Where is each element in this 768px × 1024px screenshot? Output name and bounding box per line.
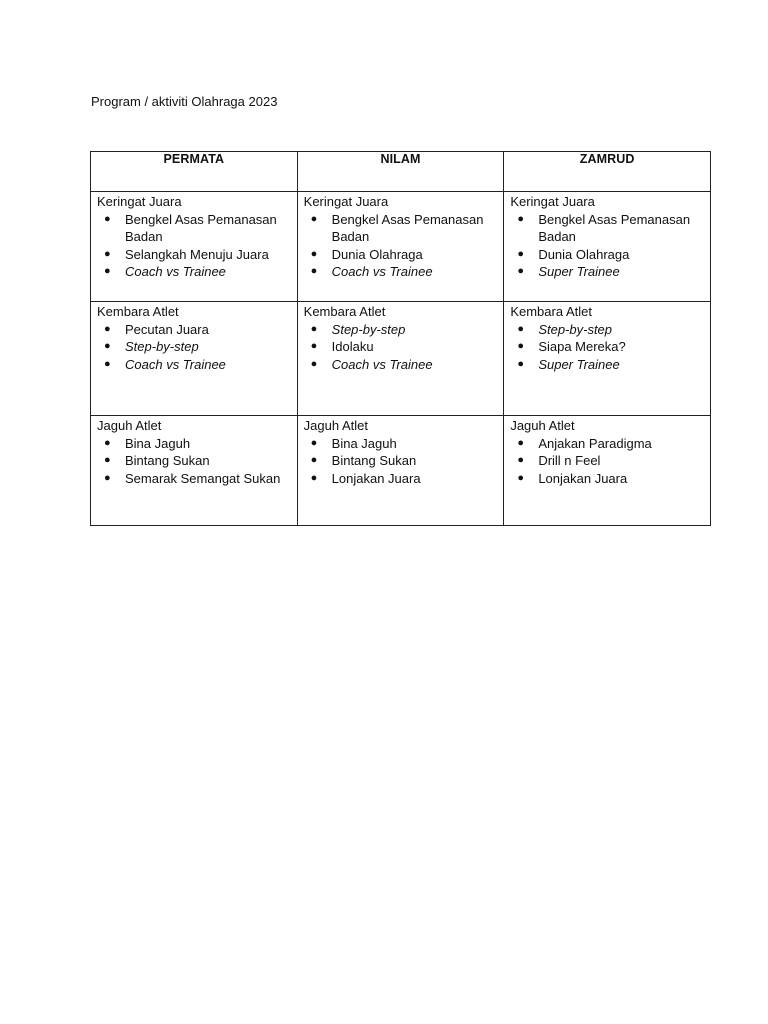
bullet-icon: ● — [517, 322, 524, 335]
list-item-text: Bina Jaguh — [125, 435, 191, 451]
list-item — [510, 356, 704, 374]
bullet-icon: ● — [517, 340, 524, 352]
document-title: Program / aktiviti Olahraga 2023 — [91, 94, 278, 109]
list-item — [510, 435, 704, 453]
table-row — [91, 416, 711, 526]
list-item — [510, 452, 704, 470]
list-item-text: Bintang Sukan — [125, 453, 210, 468]
list-item — [304, 211, 498, 246]
table-cell — [91, 192, 298, 302]
list-item-text: Step-by-step — [125, 339, 199, 354]
cell-section-title: Keringat Juara — [303, 194, 389, 209]
list-item — [510, 338, 704, 356]
table-cell — [297, 302, 504, 416]
bullet-icon: ● — [310, 471, 318, 484]
list-item — [304, 470, 498, 488]
list-item-text: Bengkel Asas Pemanasan Badan — [538, 211, 691, 244]
list-item — [97, 356, 291, 374]
list-item-text: Dunia Olahraga — [331, 246, 423, 262]
table-row — [91, 192, 711, 302]
cell-section-title: Kembara Atlet — [97, 304, 179, 319]
bullet-icon: ● — [310, 357, 318, 370]
bullet-icon: ● — [104, 322, 111, 335]
bullet-icon: ● — [310, 340, 318, 352]
bullet-icon: ● — [310, 322, 318, 335]
list-item — [510, 263, 704, 281]
list-item — [304, 435, 498, 453]
list-item — [304, 452, 498, 470]
list-item — [97, 338, 291, 356]
column-header-permata: PERMATA — [91, 152, 298, 192]
list-item — [304, 321, 498, 339]
list-item — [510, 246, 704, 264]
bullet-icon: ● — [104, 471, 111, 484]
cell-section-title: Kembara Atlet — [303, 304, 386, 319]
program-table — [90, 151, 711, 526]
bullet-icon: ● — [104, 340, 111, 352]
activity-list — [97, 435, 291, 488]
cell-section-title: Jaguh Atlet — [97, 418, 162, 433]
activity-list — [304, 435, 498, 488]
table-cell — [91, 302, 298, 416]
list-item — [304, 246, 498, 264]
list-item-text: Super Trainee — [538, 356, 620, 372]
list-item — [97, 211, 291, 246]
list-item-text: Bina Jaguh — [331, 435, 397, 451]
bullet-icon: ● — [517, 247, 524, 260]
table-cell — [91, 416, 298, 526]
column-header-nilam: NILAM — [297, 152, 504, 192]
table-header-row — [91, 152, 711, 192]
list-item-text: Lonjakan Juara — [331, 470, 421, 486]
list-item-text: Step-by-step — [331, 321, 406, 337]
list-item-text: Siapa Mereka? — [538, 339, 626, 354]
list-item-text: Semarak Semangat Sukan — [125, 470, 281, 486]
list-item — [97, 246, 291, 264]
bullet-icon: ● — [310, 265, 318, 277]
list-item — [97, 470, 291, 488]
table-cell — [297, 416, 504, 526]
bullet-icon: ● — [310, 212, 318, 225]
list-item-text: Step-by-step — [538, 321, 613, 337]
list-item — [97, 321, 291, 339]
bullet-icon: ● — [310, 247, 318, 260]
list-item-text: Selangkah Menuju Juara — [125, 246, 269, 262]
cell-section-title: Jaguh Atlet — [303, 418, 368, 433]
table-row — [91, 302, 711, 416]
cell-section-title: Keringat Juara — [97, 194, 182, 209]
cell-section-title: Jaguh Atlet — [510, 418, 575, 433]
activity-list — [510, 211, 704, 281]
list-item-text: Bengkel Asas Pemanasan Badan — [125, 211, 277, 244]
column-header-zamrud: ZAMRUD — [504, 152, 711, 192]
bullet-icon: ● — [517, 436, 524, 449]
bullet-icon: ● — [104, 247, 111, 260]
list-item — [97, 435, 291, 453]
list-item-text: Coach vs Trainee — [331, 356, 433, 372]
list-item — [304, 263, 498, 281]
list-item-text: Coach vs Trainee — [125, 356, 226, 372]
list-item-text: Coach vs Trainee — [331, 264, 433, 279]
table-cell — [297, 192, 504, 302]
bullet-icon: ● — [310, 436, 318, 449]
cell-section-title: Kembara Atlet — [510, 304, 592, 319]
bullet-icon: ● — [517, 454, 524, 466]
list-item — [510, 211, 704, 246]
list-item-text: Pecutan Juara — [125, 321, 209, 337]
list-item-text: Bintang Sukan — [331, 453, 417, 468]
list-item — [510, 321, 704, 339]
bullet-icon: ● — [517, 212, 524, 225]
list-item — [97, 263, 291, 281]
list-item-text: Bengkel Asas Pemanasan Badan — [331, 211, 484, 244]
list-item-text: Coach vs Trainee — [125, 264, 226, 279]
list-item-text: Drill n Feel — [538, 453, 601, 468]
list-item — [304, 356, 498, 374]
activity-list — [304, 211, 498, 281]
list-item-text: Dunia Olahraga — [538, 246, 630, 262]
cell-section-title: Keringat Juara — [510, 194, 595, 209]
list-item-text: Super Trainee — [538, 264, 620, 279]
activity-list — [510, 435, 704, 488]
bullet-icon: ● — [104, 265, 111, 277]
list-item — [510, 470, 704, 488]
list-item-text: Anjakan Paradigma — [538, 435, 652, 451]
table-cell — [504, 416, 711, 526]
list-item-text: Lonjakan Juara — [538, 470, 628, 486]
bullet-icon: ● — [104, 454, 111, 466]
list-item — [304, 338, 498, 356]
bullet-icon: ● — [517, 265, 524, 277]
list-item — [97, 452, 291, 470]
table-cell — [504, 302, 711, 416]
bullet-icon: ● — [310, 454, 318, 466]
activity-list — [97, 211, 291, 281]
bullet-icon: ● — [517, 471, 524, 484]
activity-list — [304, 321, 498, 374]
bullet-icon: ● — [517, 357, 524, 370]
activity-list — [510, 321, 704, 374]
list-item-text: Idolaku — [331, 339, 374, 354]
bullet-icon: ● — [104, 212, 111, 225]
bullet-icon: ● — [104, 357, 111, 370]
table-cell — [504, 192, 711, 302]
activity-list — [97, 321, 291, 374]
bullet-icon: ● — [104, 436, 111, 449]
